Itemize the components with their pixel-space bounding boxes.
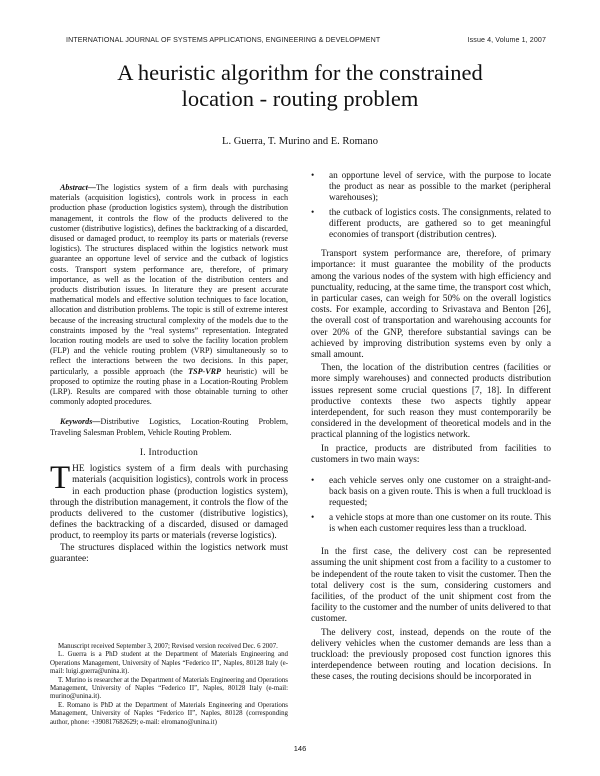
bullet-icon: • xyxy=(311,512,315,523)
dropcap: T xyxy=(50,460,71,497)
list-item: • the cutback of logistics costs. The consignments, related to different products, are gathered so to get meaningful economies of transport (distribution centres). xyxy=(311,207,551,241)
footnotes xyxy=(50,643,288,727)
abstract-text-1: The logistics system of a firm deals with purchasing materials (acquisition logistics), controls work in process in each production phase (production logistics system), through the distribution management, it controls the flow of the products delivered to the customer (distributive logistics), defines the backtracking of a discarded, disused or damaged product, to reemploy its parts or materials (reverse logistics). The structures displaced within the logistics network must guarantee an opportune level of service and the cutback of logistics costs. Transport system performance are, therefore, of primary importance, as well as the location of the distribution centers and products distribution issues. In literature they are present accurate mathematical models and effective solution techniques to face location, allocation and distribution problems. The topic is still of extreme interest because of the increasing structural complexity of the models due to the constraints imposed by the “real systems” representation. Integrated location routing models are used to solve the facility location problem (FLP) and the vehicle routing problem (VRP) simultaneously so to reflect the interactions between the two decisions. In this paper, particularly, a possible approach (the xyxy=(50,183,288,376)
abstract-tsp: TSP-VRP xyxy=(188,366,221,376)
right-paragraph-4: In the first case, the delivery cost can be represented assuming the unit shipment cost from a facility to a customer to be independent of the route taken to visit the customer. Then the total delivery cost is the sum, considering customers and facilities, of the product of the unit shipment cost from the facility to the customer and the number of units delivered to that customer. xyxy=(311,547,551,625)
right-paragraph-2: Then, the location of the distribution centres (facilities or more simply warehouses) and connected products distribution issues represent some crucial questions [7, 18]. In different productive contexts these two aspects tightly appear interdependent, for such reason they must contemporarily be considered in the development of theoretical models and in the practical planning of the logistics network. xyxy=(311,363,551,441)
keywords-text: Distributive Logistics, Location-Routing Problem, Traveling Salesman Problem, Vehicle Routing Problem. xyxy=(50,417,288,437)
footnote-guerra: L. Guerra is a PhD student at the Department of Materials Engineering and Operations Management, University of Naples “Federico II”, Naples, 80128 Italy (e-mail: luigi.guerra@unina.it). xyxy=(50,651,288,676)
bullet-list-2 xyxy=(311,476,551,535)
page-number: 146 xyxy=(293,744,307,753)
introduction-body xyxy=(50,460,288,565)
right-paragraph-3: In practice, products are distributed from facilities to customers in two main ways: xyxy=(311,443,551,465)
title-line-2: location - routing problem xyxy=(181,86,419,111)
keywords xyxy=(50,417,288,437)
footnote-romano: E. Romano is PhD at the Department of Materials Engineering and Operations Management, University of Naples “Federico II”, Naples, 80128 (corresponding author, phone: +390817682629; e-mail: elromano@unina.it) xyxy=(50,701,288,726)
bullet-icon: • xyxy=(311,171,315,181)
right-paragraph-5: The delivery cost, instead, depends on the route of the delivery vehicles when the customer demands are less than a truckload: the previously proposed cost function ignores this interdependence between routing and location decisions. In these cases, the routing decisions should be incorporated in xyxy=(311,627,551,683)
issue-info: Issue 4, Volume 1, 2007 xyxy=(467,36,546,44)
right-column xyxy=(311,171,551,686)
keywords-label: Keywords— xyxy=(60,417,101,427)
title-line-1: A heuristic algorithm for the constrained xyxy=(117,60,483,85)
bullet-list-1 xyxy=(311,171,551,241)
footnote-received: Manuscript received September 3, 2007; Revised version received Dec. 6 2007. xyxy=(58,643,278,650)
abstract-label: Abstract— xyxy=(60,183,96,192)
section-heading-introduction: I. Introduction xyxy=(139,447,199,458)
list-item: • a vehicle stops at more than one customer on its route. This is when each customer requires less than a truckload. xyxy=(311,512,551,534)
journal-name: INTERNATIONAL JOURNAL OF SYSTEMS APPLICATIONS, ENGINEERING & DEVELOPMENT xyxy=(66,36,381,44)
authors: L. Guerra, T. Murino and E. Romano xyxy=(222,136,378,147)
footnote-murino: T. Murino is researcher at the Department of Materials Engineering and Operations Management, University of Naples “Federico II”, Naples, 80128 Italy (e-mail: murino@unina.it). xyxy=(50,676,288,701)
intro-paragraph-2: The structures displaced within the logistics network must guarantee: xyxy=(50,542,288,564)
list-item: • each vehicle serves only one customer on a straight-and-back basis on a given route. This is when a full truckload is requested; xyxy=(311,476,551,509)
left-column xyxy=(50,183,288,565)
right-paragraph-1: Transport system performance are, therefore, of primary importance: it must guarantee the mobility of the products among the various nodes of the system with high efficiency and punctuality, reducing, at the same time, the transport cost which, in particular cases, can weigh for 50% on the overall logistics costs. For example, according to Srivastava and Benton [26], the overall cost of transportation and warehousing accounts for over 20% of the GNP, therefore substantial savings can be achieved by improving distribution systems even by only a small amount. xyxy=(311,249,551,361)
bullet-icon: • xyxy=(311,476,315,487)
paper-title xyxy=(60,60,540,112)
abstract xyxy=(50,183,288,407)
intro-paragraph-1: HE logistics system of a firm deals with purchasing materials (acquisition logistics), controls work in process in each production phase (production logistics system), through the distribution management, it controls the flow of the products delivered to the customer (distributive logistics), defines the backtracking of a discarded, disused or damaged product, to reemploy its parts or materials (reverse logistics). xyxy=(50,464,288,542)
list-item: • an opportune level of service, with the purpose to locate the product as near as possible to the market (peripheral warehouses); xyxy=(311,171,551,204)
bullet-icon: • xyxy=(311,207,315,218)
abstract-text-2: heuristic) will be proposed to optimize the routing phase in a Location-Routing Problem (LRP). Results are compared with those obtainable turning to other commonly adopted procedures. xyxy=(50,366,288,407)
